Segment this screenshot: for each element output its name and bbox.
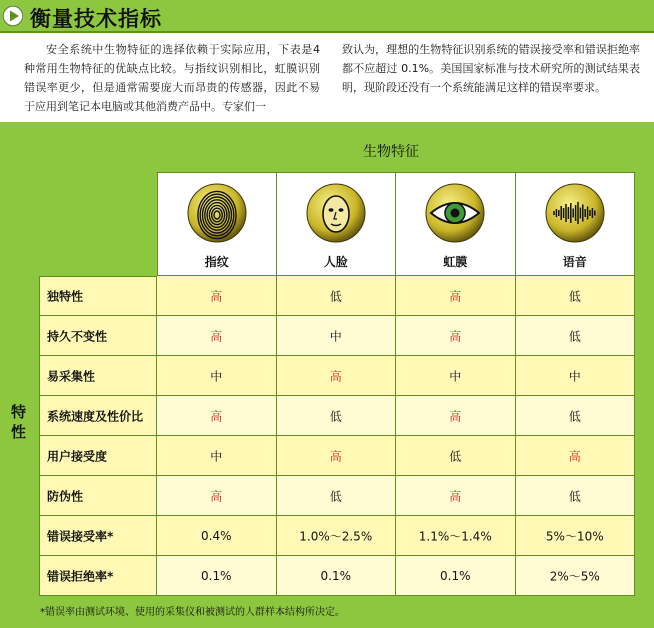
cell-value: 低 bbox=[329, 409, 342, 423]
row-label: 持久不变性 bbox=[47, 329, 108, 343]
row-label: 错误接受率* bbox=[47, 529, 114, 543]
eye-icon bbox=[425, 183, 485, 243]
cell-value: 低 bbox=[568, 329, 581, 343]
column-label: 人脸 bbox=[323, 255, 348, 269]
table-cell bbox=[516, 516, 636, 556]
table-cell bbox=[157, 476, 277, 516]
column-label: 虹膜 bbox=[443, 255, 468, 269]
table-cell bbox=[516, 316, 636, 356]
row-label-cell bbox=[39, 556, 157, 596]
cell-value: 低 bbox=[568, 289, 581, 303]
cell-value: 2%～5% bbox=[549, 569, 600, 583]
cell-value: 中 bbox=[210, 449, 223, 463]
cell-value: 低 bbox=[449, 449, 462, 463]
face-icon bbox=[306, 183, 366, 243]
row-label: 防伪性 bbox=[47, 489, 84, 503]
row-label: 系统速度及性价比 bbox=[47, 409, 144, 423]
table-cell bbox=[516, 476, 636, 516]
fingerprint-icon bbox=[187, 183, 247, 243]
row-label-cell bbox=[39, 316, 157, 356]
row-label: 独特性 bbox=[47, 289, 84, 304]
page-title: 衡量技术指标 bbox=[30, 7, 162, 31]
table-cell bbox=[157, 276, 277, 316]
intro-text-right: 致认为，理想的生物特征识别系统的错误接受率和错误拒绝率都不应超过 0.1%。美国国家标准与技术研究所的测试结果表明，现阶段还没有一个系统能满足这样的错误率要求。 bbox=[342, 43, 640, 94]
row-label-cell bbox=[39, 356, 157, 396]
cell-value: 高 bbox=[568, 449, 581, 463]
cell-value: 低 bbox=[568, 489, 581, 503]
cell-value: 高 bbox=[210, 289, 223, 303]
cell-value: 0.1% bbox=[440, 568, 471, 583]
table-cell bbox=[277, 356, 397, 396]
cell-value: 0.1% bbox=[201, 568, 232, 583]
cell-value: 低 bbox=[329, 489, 342, 503]
row-label-cell bbox=[39, 276, 157, 316]
row-label-cell bbox=[39, 516, 157, 556]
table-cell bbox=[157, 316, 277, 356]
comparison-table bbox=[39, 172, 635, 594]
table-cell bbox=[396, 436, 516, 476]
cell-value: 高 bbox=[449, 289, 462, 303]
table-cell bbox=[157, 436, 277, 476]
voice-waveform-icon bbox=[545, 183, 605, 243]
table-cell bbox=[277, 516, 397, 556]
column-label: 指纹 bbox=[204, 255, 229, 269]
row-label: 用户接受度 bbox=[47, 449, 108, 463]
cell-value: 0.4% bbox=[201, 528, 232, 543]
table-cell bbox=[277, 436, 397, 476]
cell-value: 低 bbox=[568, 409, 581, 423]
cell-value: 高 bbox=[210, 329, 223, 343]
footnote: *错误率由测试环境、使用的采集仪和被测试的人群样本结构所决定。 bbox=[40, 607, 345, 618]
cell-value: 高 bbox=[329, 369, 342, 383]
cell-value: 高 bbox=[210, 489, 223, 503]
column-header-4 bbox=[516, 172, 636, 276]
cell-value: 中 bbox=[210, 369, 223, 383]
table-cell bbox=[277, 556, 397, 596]
title-bar bbox=[0, 0, 654, 33]
column-label: 语音 bbox=[562, 255, 587, 269]
table-cell bbox=[277, 396, 397, 436]
table-cell bbox=[396, 356, 516, 396]
column-header-3 bbox=[396, 172, 516, 276]
table-cell bbox=[157, 556, 277, 596]
table-cell bbox=[157, 356, 277, 396]
table-cell bbox=[396, 476, 516, 516]
table-cell bbox=[157, 396, 277, 436]
cell-value: 1.0%～2.5% bbox=[299, 529, 373, 543]
table-cell bbox=[277, 476, 397, 516]
table-cell bbox=[516, 436, 636, 476]
cell-value: 高 bbox=[449, 329, 462, 343]
play-arrow-icon bbox=[2, 5, 24, 27]
table-cell bbox=[396, 396, 516, 436]
intro-text-left: 安全系统中生物特征的选择依赖于实际应用，下表是4 种常用生物特征的优缺点比较。与指纹识别相比，虹膜识别错误率更少，但是通常需要庞大而昂贵的传感器，因此不易于应用到笔记本电脑或其他消费产品中。专家们一 bbox=[24, 43, 320, 113]
cell-value: 5%～10% bbox=[545, 529, 604, 543]
row-label: 易采集性 bbox=[47, 369, 96, 383]
table-cell bbox=[516, 556, 636, 596]
row-label-cell bbox=[39, 396, 157, 436]
column-header-1 bbox=[157, 172, 277, 276]
biometric-header-label: 生物特征 bbox=[363, 144, 419, 160]
cell-value: 低 bbox=[329, 289, 342, 303]
row-label: 错误拒绝率* bbox=[47, 569, 114, 583]
cell-value: 高 bbox=[449, 409, 462, 423]
cell-value: 高 bbox=[449, 489, 462, 503]
cell-value: 1.1%～1.4% bbox=[418, 529, 492, 543]
table-cell bbox=[277, 276, 397, 316]
table-cell bbox=[396, 276, 516, 316]
table-cell bbox=[516, 356, 636, 396]
table-cell bbox=[516, 276, 636, 316]
table-cell bbox=[157, 516, 277, 556]
table-cell bbox=[277, 316, 397, 356]
table-cell bbox=[396, 556, 516, 596]
cell-value: 高 bbox=[329, 449, 342, 463]
property-side-label: 特性 bbox=[11, 403, 27, 441]
cell-value: 中 bbox=[329, 329, 342, 343]
table-cell bbox=[516, 396, 636, 436]
cell-value: 中 bbox=[449, 369, 462, 383]
column-header-2 bbox=[277, 172, 397, 276]
row-label-cell bbox=[39, 476, 157, 516]
cell-value: 0.1% bbox=[320, 568, 351, 583]
table-cell bbox=[396, 516, 516, 556]
cell-value: 中 bbox=[568, 369, 581, 383]
cell-value: 高 bbox=[210, 409, 223, 423]
table-cell bbox=[396, 316, 516, 356]
row-label-cell bbox=[39, 436, 157, 476]
